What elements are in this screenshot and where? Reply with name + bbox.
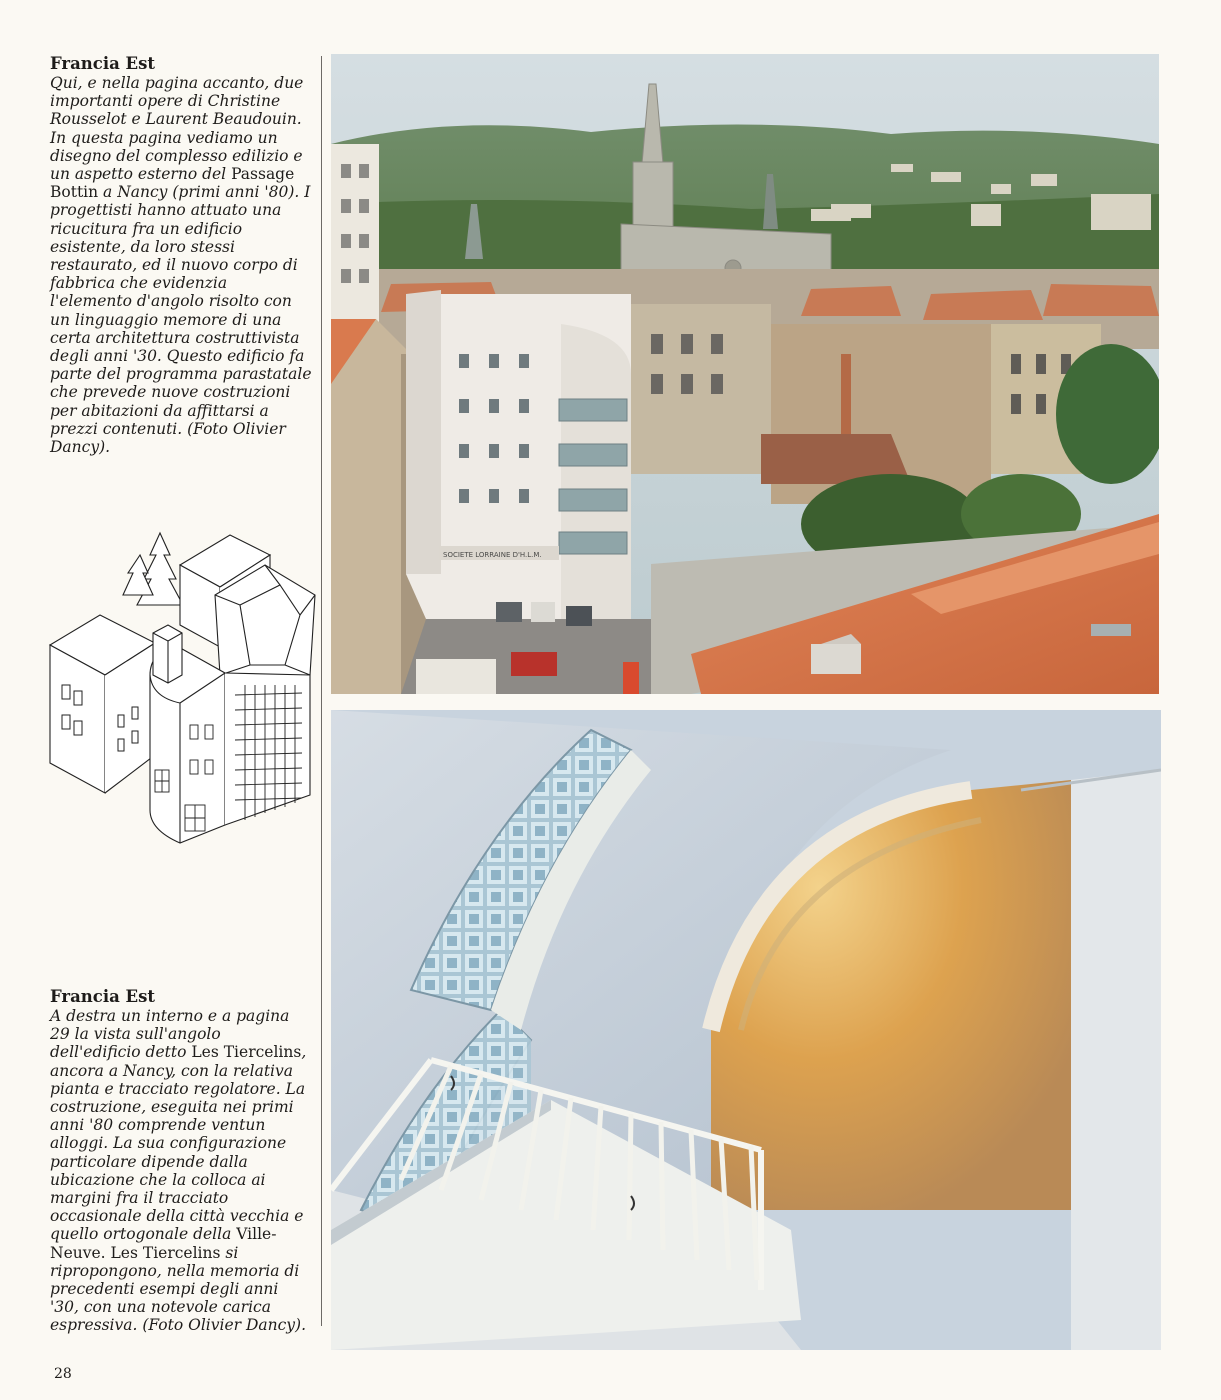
caption-bottom-text: Les Tiercelins xyxy=(110,1243,221,1262)
axonometric-drawing xyxy=(40,525,320,865)
caption-bottom xyxy=(50,987,312,1335)
caption-bottom-text: A destra un interno e a pagina 29 la vista sull'angolo dell'edificio detto xyxy=(50,1007,290,1062)
caption-bottom-text: si ripropongono, nella memoria di precedenti esempi degli anni '30, con una notevole carica espressiva. (Foto Olivier Dancy). xyxy=(50,1243,307,1335)
caption-bottom-text: , ancora a Nancy, con la relativa pianta e tracciato regolatore. La costruzione, eseguita nei primi anni '80 comprende ventun alloggi. La sua configurazione particolare dipende dalla ubicazione che la colloca ai margini fra il tracciato occasionale della città vecchia e quello ortogonale della xyxy=(50,1043,307,1244)
caption-bottom-title: Francia Est xyxy=(50,987,156,1006)
caption-top-text: a Nancy (primi anni '80). I progettisti hanno attuato una ricucitura fra un edificio esistente, da loro stessi restaurato, ed il nuovo corpo di fabbrica che evidenzia l'elemento d'angolo risolto con un linguaggio memore di una certa architettura costruttivista degli anni '30. Questo edificio fa parte del programma parastatale che prevede nuove costruzioni per abitazioni da affittarsi a prezzi contenuti. (Foto Olivier Dancy). xyxy=(50,183,312,457)
caption-bottom-text: Ville-Neuve. xyxy=(50,1225,277,1262)
column-divider xyxy=(321,56,322,1326)
caption-top-body xyxy=(50,74,312,456)
caption-bottom-text: Les Tiercelins xyxy=(191,1043,302,1062)
caption-bottom-body xyxy=(50,1007,312,1335)
caption-top xyxy=(50,54,312,456)
caption-top-title: Francia Est xyxy=(50,54,156,73)
caption-top-text: Passage Bottin xyxy=(50,165,295,202)
caption-top-text: Qui, e nella pagina accanto, due importanti opere di Christine Rousselot e Laurent Beaudouin. In questa pagina vediamo un disegno del complesso edilizio e un aspetto esterno del xyxy=(50,74,304,184)
page-number: 28 xyxy=(54,1366,72,1382)
photo-interior-les-tiercelins xyxy=(331,710,1161,1350)
photo-nancy-cityscape xyxy=(331,54,1159,694)
building-sign-text: SOCIETE LORRAINE D'H.L.M. xyxy=(443,551,542,559)
